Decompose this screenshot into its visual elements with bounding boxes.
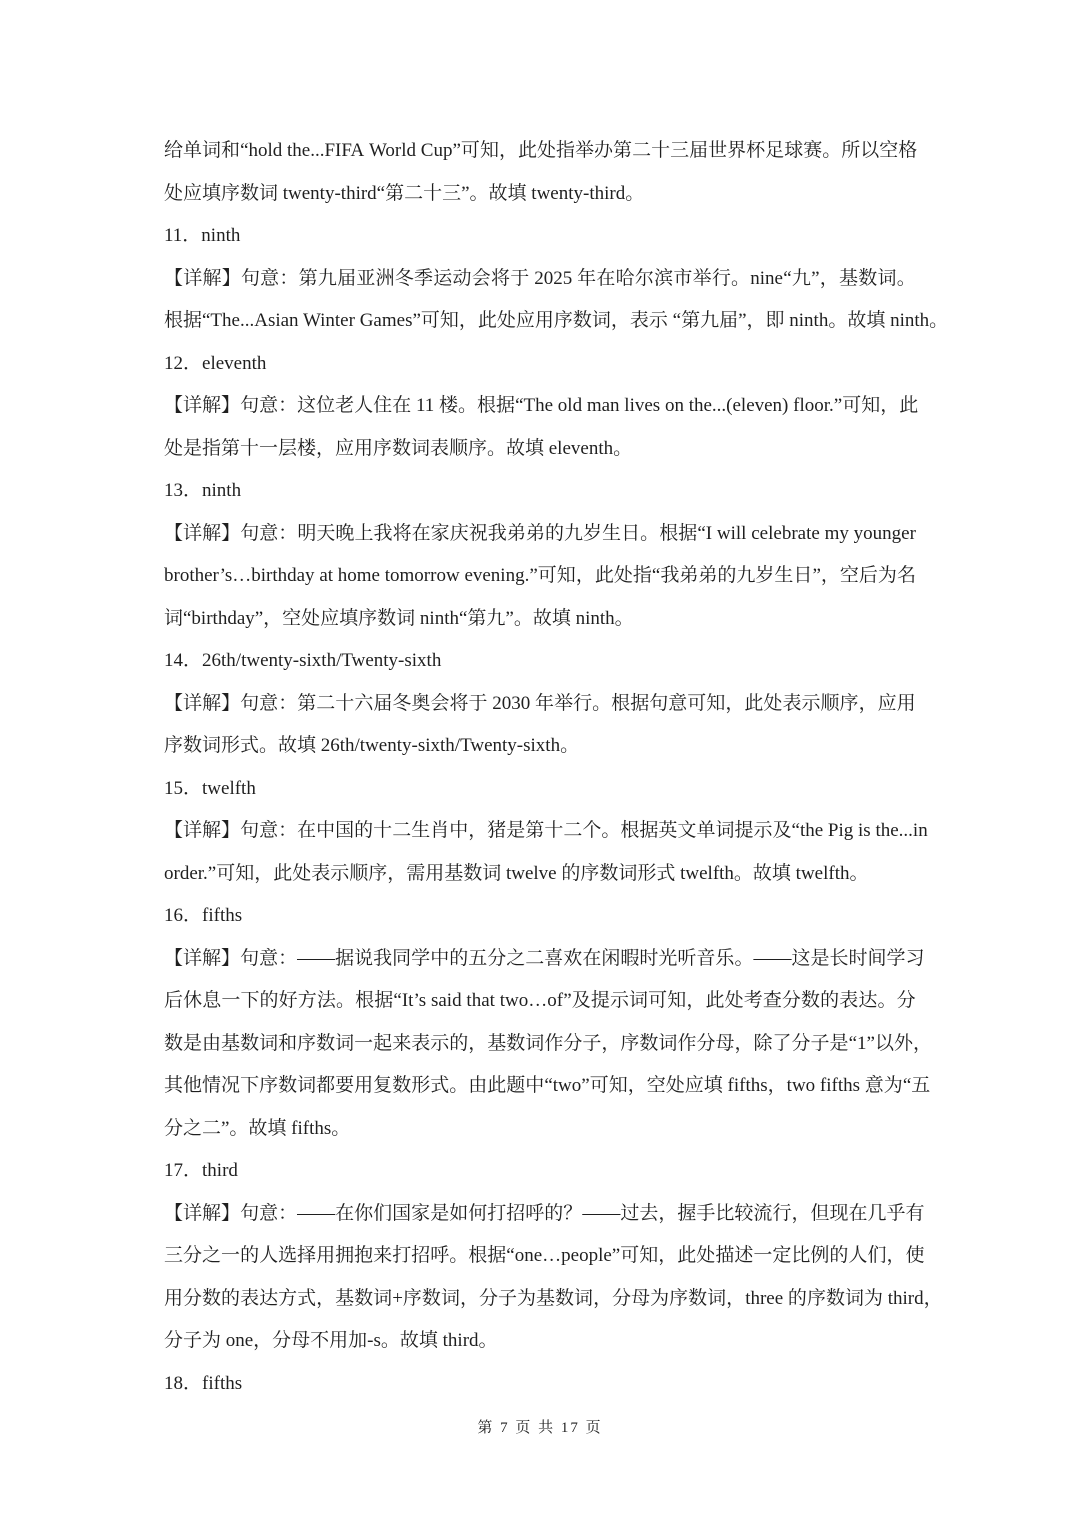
question-number: 11． xyxy=(164,225,202,246)
question-answer-heading xyxy=(164,215,916,258)
question-number: 15． xyxy=(164,777,203,799)
answer-explanations xyxy=(164,130,949,1405)
question-answer-heading xyxy=(164,343,916,386)
question-answer-heading xyxy=(164,640,916,683)
question-number: 13． xyxy=(164,480,203,501)
page-footer: 第 7 页 共 17 页 xyxy=(477,1420,603,1436)
explanation-paragraph xyxy=(164,938,932,1151)
answer-text: ninth xyxy=(202,480,242,501)
question-answer-heading xyxy=(164,768,916,811)
explanation-line: 【 详 解 】 句 意 ： 这 位 老 人 住 在 11 楼 。 根 据 “ The old man lives on the...(eleven) floor. ” 可 知 ， 此 xyxy=(164,395,919,416)
explanation-line: 数 是 由 基 数 词 和 序 数 词 一 起 来 表 示 的 ， 基 数 词 作 分 子 ， 序 数 词 作 分 母 ， 除 了 分 子 是 “ 1 ” 以 外 ， xyxy=(164,1032,932,1054)
explanation-line: 【 详 解 】 句 意 ： 在 中 国 的 十 二 生 肖 中 ， 猪 是 第 十 二 个 。 根 据 英 文 单 词 提 示 及 “ the Pig is the...in xyxy=(164,820,928,841)
explanation-line: 三 分 之 一 的 人 选 择 用 拥 抱 来 打 招 呼 。 根 据 “ one…people ” 可 知 ， 此 处 描 述 一 定 比 例 的 人 们 ， 使 xyxy=(164,1245,925,1266)
explanation-line: 序数词形式。故填 26th/twenty-sixth/Twenty-sixth。 xyxy=(164,735,580,756)
explanation-line: brother’s…birthday at home tomorrow evening. ” 可 知 ， 此 处 指 “ 我 弟 弟 的 九 岁 生 日 ” ， 空 后 为 名 xyxy=(164,565,916,586)
explanation-paragraph xyxy=(164,385,919,470)
explanation-line: 分子为 one，分母不用加-s。故填 third。 xyxy=(164,1330,498,1351)
explanation-line: 词“birthday”，空处应填序数词 ninth“第九”。故填 ninth。 xyxy=(164,607,634,629)
explanation-paragraph xyxy=(164,810,928,895)
explanation-paragraph xyxy=(164,683,916,768)
explanation-line: 处应填序数词 twenty-third“第二十三”。故填 twenty-third。 xyxy=(164,182,645,204)
explanation-paragraph xyxy=(164,513,916,641)
question-answer-heading xyxy=(164,1363,916,1406)
explanation-line: 用 分 数 的 表 达 方 式 ， 基 数 词 + 序 数 词 ， 分 子 为 基 数 词 ， 分 母 为 序 数 词 ， three 的 序 数 词 为 third ， xyxy=(164,1287,943,1309)
explanation-paragraph xyxy=(164,130,916,215)
answer-text: twelfth xyxy=(202,777,256,799)
answer-text: fifths xyxy=(202,905,243,926)
explanation-line: order.”可知，此处表示顺序，需用基数词 twelve 的序数词形式 twelfth。故填 twelfth。 xyxy=(164,862,869,884)
question-number: 12． xyxy=(164,352,203,374)
question-answer-heading xyxy=(164,1150,916,1193)
question-number: 17． xyxy=(164,1160,203,1181)
explanation-line: 分之二”。故填 fifths。 xyxy=(164,1117,351,1139)
explanation-line: 给 单 词 和 “ hold the...FIFA World Cup ” 可 知 ， 此 处 指 举 办 第 二 十 三 届 世 界 杯 足 球 赛 。 所 以 空 格 xyxy=(164,140,918,161)
answer-text: 26th/twenty-sixth/Twenty-sixth xyxy=(202,650,442,671)
explanation-paragraph xyxy=(164,258,949,343)
explanation-line: 处是指第十一层楼，应用序数词表顺序。故填 eleventh。 xyxy=(164,437,633,459)
question-answer-heading xyxy=(164,895,916,938)
question-answer-heading xyxy=(164,470,916,513)
explanation-line: 【 详 解 】 句 意 ： — — 据 说 我 同 学 中 的 五 分 之 二 喜 欢 在 闲 暇 时 光 听 音 乐 。 — — 这 是 长 时 间 学 习 xyxy=(164,947,925,969)
explanation-line: 【 详 解 】 句 意 ： — — 在 你 们 国 家 是 如 何 打 招 呼 的 ？ — — 过 去 ， 握 手 比 较 流 行 ， 但 现 在 几 乎 有 xyxy=(164,1202,925,1224)
answer-text: eleventh xyxy=(202,352,267,374)
question-number: 18． xyxy=(164,1372,203,1394)
answer-text: fifths xyxy=(202,1372,243,1394)
explanation-line: 其 他 情 况 下 序 数 词 都 要 用 复 数 形 式 。 由 此 题 中 “ two ” 可 知 ， 空 处 应 填 fifths ， two fifths 意 为 “ 五 xyxy=(164,1075,931,1096)
answer-text: ninth xyxy=(201,225,241,246)
explanation-paragraph xyxy=(164,1193,943,1363)
explanation-line: 【 详 解 】 句 意 ： 第 九 届 亚 洲 冬 季 运 动 会 将 于 2025 年 在 哈 尔 滨 市 举 行 。 nine “ 九 ” ， 基 数 词 。 xyxy=(164,267,916,289)
explanation-line: 根据“The...Asian Winter Games”可知，此处应用序数词，表示 “第九届”，即 ninth。故填 ninth。 xyxy=(164,310,949,331)
answer-text: third xyxy=(202,1160,238,1181)
explanation-line: 后 休 息 一 下 的 好 方 法 。 根 据 “ It’s said that two…of ” 及 提 示 词 可 知 ， 此 处 考 查 分 数 的 表 达 。 分 xyxy=(164,990,916,1011)
question-number: 16． xyxy=(164,905,203,926)
explanation-line: 【 详 解 】 句 意 ： 第 二 十 六 届 冬 奥 会 将 于 2030 年 举 行 。 根 据 句 意 可 知 ， 此 处 表 示 顺 序 ， 应 用 xyxy=(164,692,916,714)
question-number: 14． xyxy=(164,650,203,671)
explanation-line: 【 详 解 】 句 意 ： 明 天 晚 上 我 将 在 家 庆 祝 我 弟 弟 的 九 岁 生 日 。 根 据 “ I will celebrate my younger xyxy=(164,522,916,544)
